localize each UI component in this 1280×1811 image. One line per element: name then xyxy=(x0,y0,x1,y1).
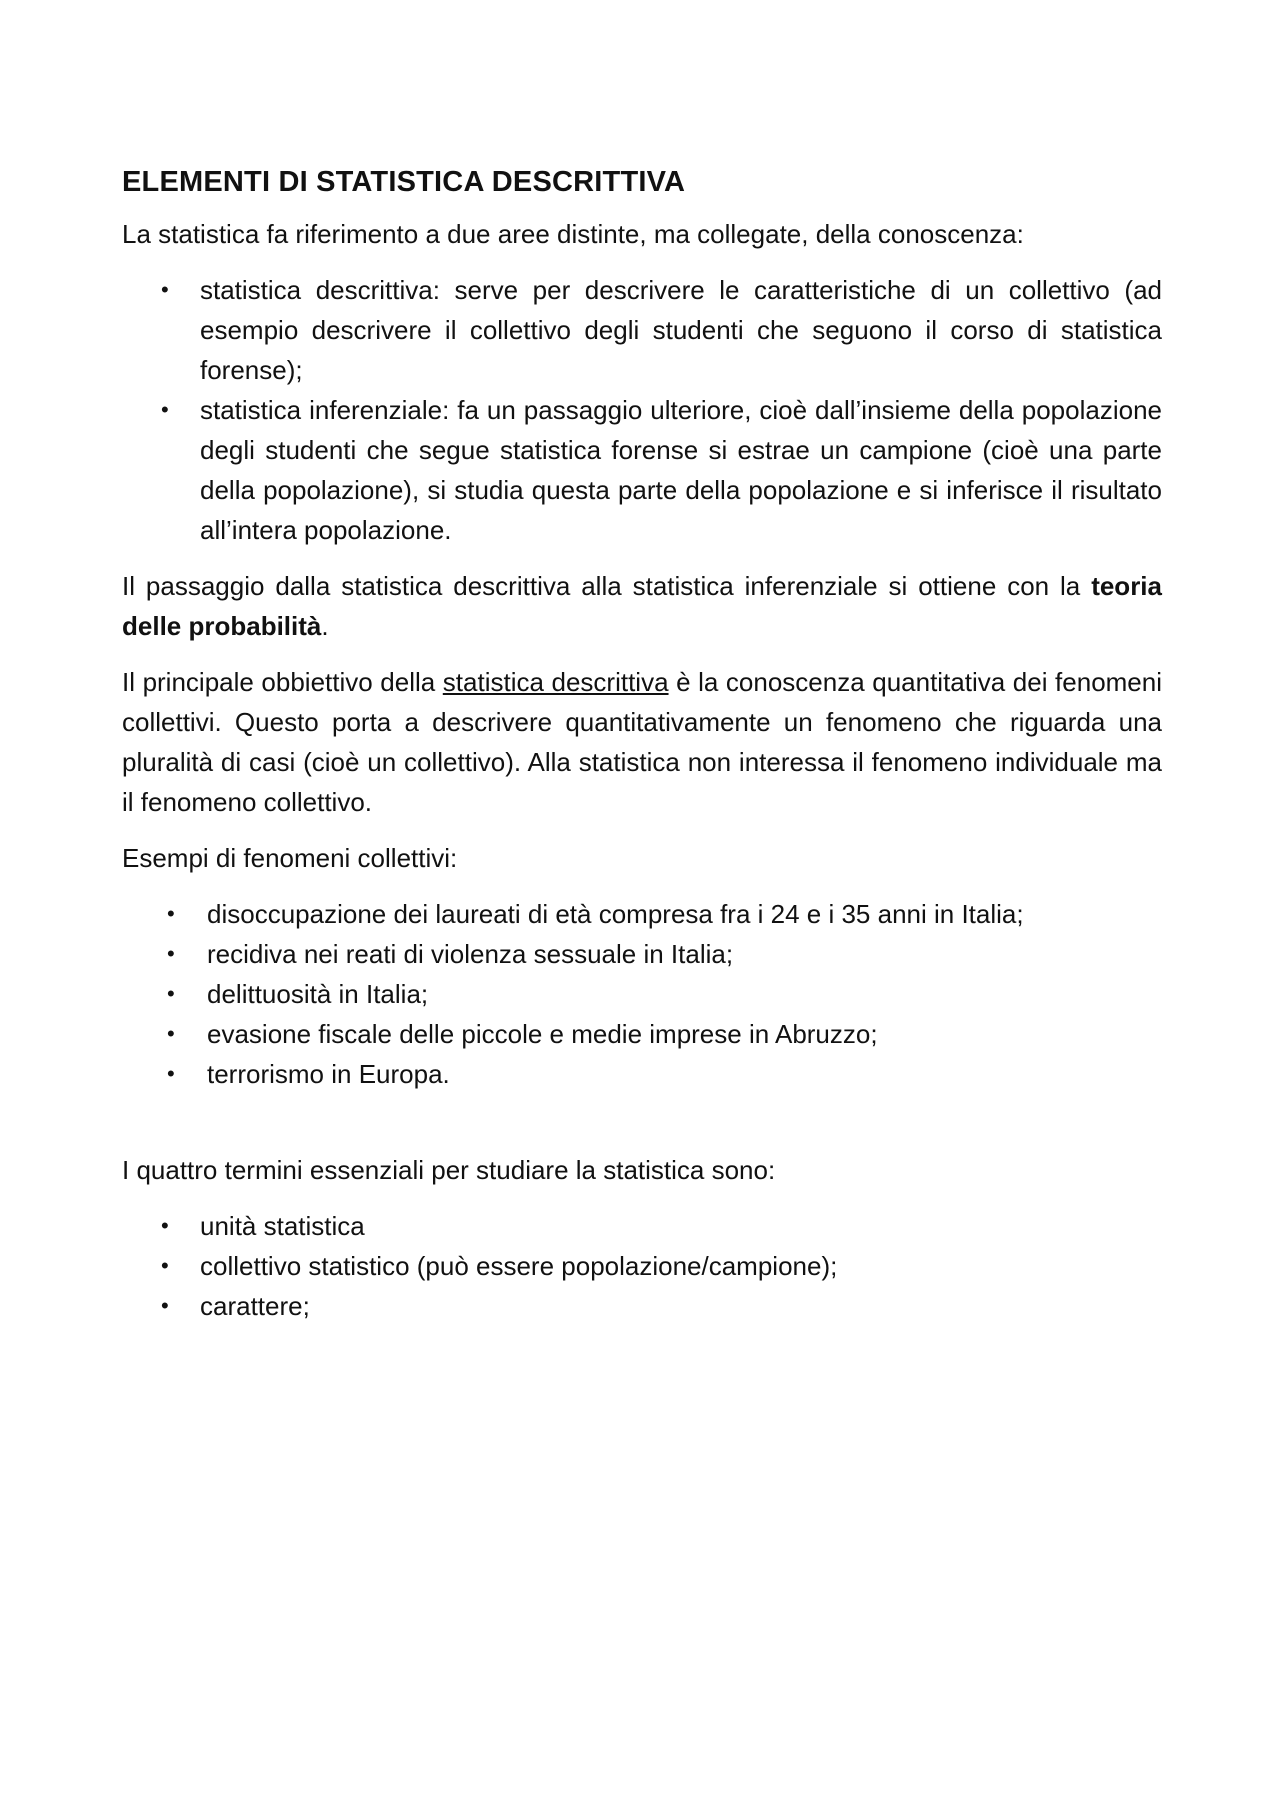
list-item-text: evasione fiscale delle piccole e medie imprese in Abruzzo; xyxy=(207,1019,878,1049)
bullet-icon: • xyxy=(161,1253,169,1278)
passage-end: . xyxy=(321,611,329,641)
terms-list xyxy=(122,1206,1162,1326)
bullet-icon: • xyxy=(161,397,169,422)
passage-text: Il passaggio dalla statistica descrittiva alla statistica inferenziale si ottiene con la xyxy=(122,571,1092,601)
objective-before: Il principale obbiettivo della xyxy=(122,667,443,697)
list-item xyxy=(122,1206,1162,1246)
bullet-icon: • xyxy=(161,277,169,302)
list-item xyxy=(122,894,1162,934)
list-item-text: collettivo statistico (può essere popolazione/campione); xyxy=(200,1251,838,1281)
list-item xyxy=(122,270,1162,390)
document-page xyxy=(122,150,1162,1342)
list-item xyxy=(122,1286,1162,1326)
list-item xyxy=(122,974,1162,1014)
objective-after: è la conoscenza quantitativa dei fenomeni collettivi. Questo porta a descrivere quantitativamente un fenomeno che riguarda una pluralità di casi (cioè un collettivo). Alla statistica non interessa il fenomeno individuale ma il fenomeno collettivo. xyxy=(122,667,1163,817)
list-item xyxy=(122,390,1162,550)
terms-heading: I quattro termini essenziali per studiare la statistica sono: xyxy=(122,1155,776,1185)
examples-list xyxy=(122,894,1162,1094)
bullet-icon: • xyxy=(167,941,175,966)
bullet-icon: • xyxy=(167,1061,175,1086)
list-item-text: statistica descrittiva: serve per descrivere le caratteristiche di un collettivo (ad esempio descrivere il collettivo degli studenti che seguono il corso di statistica forense); xyxy=(200,275,1162,385)
list-item-text: statistica inferenziale: fa un passaggio ulteriore, cioè dall’insieme della popolazione degli studenti che segue statistica forense si estrae un campione (cioè una parte della popolazione), si studia questa parte della popolazione e si inferisce il risultato all’intera popolazione. xyxy=(200,395,1162,545)
page-title: ELEMENTI DI STATISTICA DESCRITTIVA xyxy=(122,166,686,198)
list-item-text: disoccupazione dei laureati di età compresa fra i 24 e i 35 anni in Italia; xyxy=(207,899,1024,929)
list-item xyxy=(122,1054,1162,1094)
list-item-text: terrorismo in Europa. xyxy=(207,1059,450,1089)
list-item xyxy=(122,1246,1162,1286)
areas-list xyxy=(122,270,1162,550)
bullet-icon: • xyxy=(167,901,175,926)
list-item-text: delittuosità in Italia; xyxy=(207,979,429,1009)
bullet-icon: • xyxy=(167,1021,175,1046)
objective-paragraph xyxy=(122,662,1162,822)
passage-bold-term: teoria delle probabilità xyxy=(122,571,1162,641)
objective-underlined-term: statistica descrittiva xyxy=(442,667,669,697)
list-item xyxy=(122,1014,1162,1054)
bullet-icon: • xyxy=(161,1293,169,1318)
list-item-text: recidiva nei reati di violenza sessuale in Italia; xyxy=(207,939,734,969)
list-item xyxy=(122,934,1162,974)
passage-paragraph xyxy=(122,566,1162,646)
list-item-text: carattere; xyxy=(200,1291,310,1321)
bullet-icon: • xyxy=(167,981,175,1006)
bullet-icon: • xyxy=(161,1213,169,1238)
intro-paragraph: La statistica fa riferimento a due aree distinte, ma collegate, della conoscenza: xyxy=(122,219,1024,249)
list-item-text: unità statistica xyxy=(200,1211,365,1241)
blank-line xyxy=(122,1110,1162,1150)
examples-heading: Esempi di fenomeni collettivi: xyxy=(122,843,458,873)
